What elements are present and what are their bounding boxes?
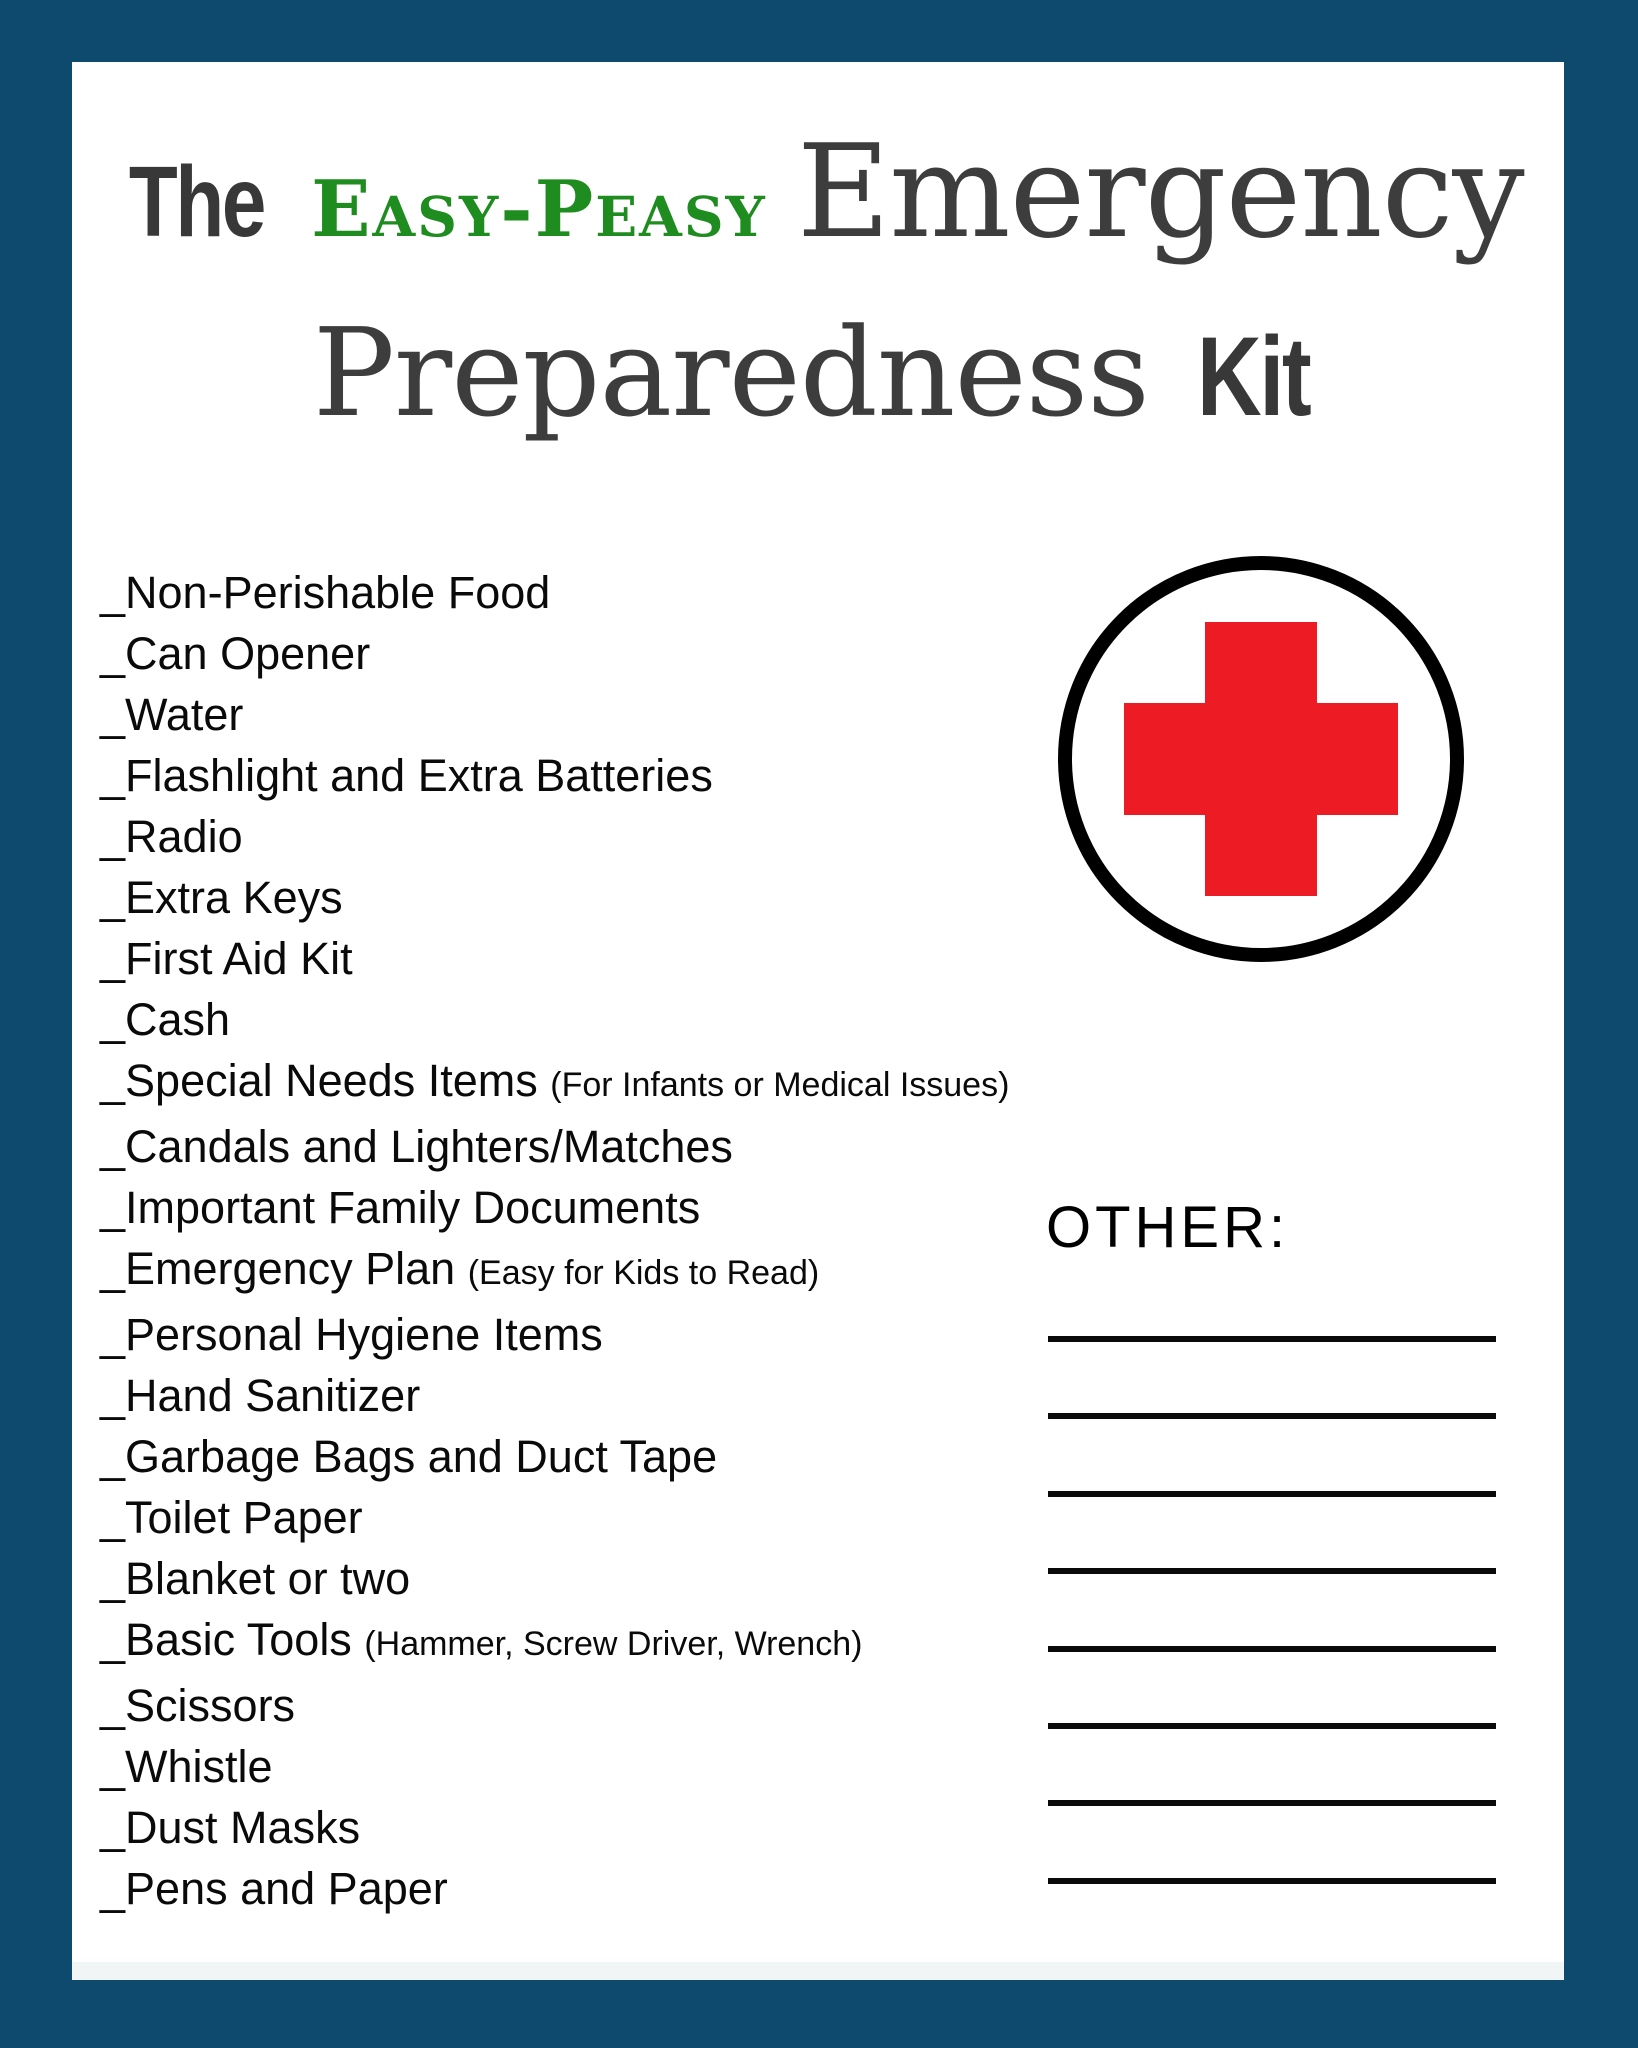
checkbox-blank-underscore: _ <box>100 1492 126 1543</box>
checklist-item <box>100 1609 1009 1675</box>
checklist-item-label: Whistle <box>125 1741 273 1792</box>
checkbox-blank-underscore: _ <box>100 872 126 923</box>
title-word-kit: Kit <box>1196 314 1310 439</box>
checkbox-blank-underscore: _ <box>100 1680 126 1731</box>
checklist-item <box>100 867 1009 928</box>
checklist-item <box>100 684 1009 745</box>
other-section-label: OTHER: <box>1046 1195 1290 1260</box>
checklist-item <box>100 989 1009 1050</box>
checkbox-blank-underscore: _ <box>100 1741 126 1792</box>
checkbox-blank-underscore: _ <box>100 1182 126 1233</box>
checklist-item <box>100 1426 1009 1487</box>
checkbox-blank-underscore: _ <box>100 994 126 1045</box>
checklist-item-label: Candals and Lighters/Matches <box>125 1121 733 1172</box>
supply-checklist <box>100 562 1009 1919</box>
title-word-preparedness: Preparedness <box>312 302 1149 444</box>
write-in-line <box>1048 1491 1496 1497</box>
write-in-line <box>1048 1568 1496 1574</box>
checklist-item <box>100 1116 1009 1177</box>
checklist-item-label: Toilet Paper <box>125 1492 363 1543</box>
checklist-item <box>100 1797 1009 1858</box>
checkbox-blank-underscore: _ <box>100 1614 126 1665</box>
checklist-item-label: Garbage Bags and Duct Tape <box>125 1431 718 1482</box>
checklist-item <box>100 806 1009 867</box>
title-word-emergency: Emergency <box>796 118 1524 267</box>
title-word-easy-peasy: Easy-Peasy <box>311 164 767 255</box>
checklist-item-label: Important Family Documents <box>125 1182 701 1233</box>
title-line-2 <box>72 302 1564 444</box>
checklist-item-label: Non-Perishable Food <box>125 567 551 618</box>
checklist-item <box>100 623 1009 684</box>
checklist-item <box>100 928 1009 989</box>
checklist-item <box>100 1675 1009 1736</box>
checklist-item <box>100 1365 1009 1426</box>
checklist-item <box>100 1238 1009 1304</box>
write-in-line <box>1048 1723 1496 1729</box>
checklist-item-note: (Easy for Kids to Read) <box>467 1254 820 1292</box>
checklist-item <box>100 1548 1009 1609</box>
write-in-line <box>1048 1336 1496 1342</box>
checklist-item-label: Can Opener <box>125 628 371 679</box>
checkbox-blank-underscore: _ <box>100 1431 126 1482</box>
red-cross-icon <box>1058 556 1464 962</box>
write-in-line <box>1048 1800 1496 1806</box>
checkbox-blank-underscore: _ <box>100 567 126 618</box>
checkbox-blank-underscore: _ <box>100 1553 126 1604</box>
checkbox-blank-underscore: _ <box>100 750 126 801</box>
printable-page <box>72 62 1564 1980</box>
checkbox-blank-underscore: _ <box>100 1309 126 1360</box>
red-cross-horizontal-bar <box>1124 703 1398 815</box>
checklist-item <box>100 745 1009 806</box>
checklist-item <box>100 1487 1009 1548</box>
checkbox-blank-underscore: _ <box>100 628 126 679</box>
checklist-item-label: Emergency Plan <box>125 1243 456 1294</box>
checklist-item <box>100 562 1009 623</box>
checklist-item-label: Cash <box>125 994 231 1045</box>
checklist-item-label: Water <box>125 689 244 740</box>
write-in-line <box>1048 1413 1496 1419</box>
write-in-line <box>1048 1878 1496 1884</box>
checklist-item-label: Hand Sanitizer <box>125 1370 421 1421</box>
checkbox-blank-underscore: _ <box>100 1243 126 1294</box>
checklist-item-label: Special Needs Items <box>125 1055 538 1106</box>
checklist-item-label: Radio <box>125 811 243 862</box>
checklist-item-label: First Aid Kit <box>125 933 353 984</box>
checklist-item-note: (Hammer, Screw Driver, Wrench) <box>364 1625 863 1663</box>
checklist-item-note: (For Infants or Medical Issues) <box>550 1066 1010 1104</box>
checklist-item-label: Blanket or two <box>125 1553 411 1604</box>
checkbox-blank-underscore: _ <box>100 1802 126 1853</box>
checklist-item-label: Personal Hygiene Items <box>125 1309 603 1360</box>
write-in-line <box>1048 1646 1496 1652</box>
checklist-item-label: Dust Masks <box>125 1802 361 1853</box>
checkbox-blank-underscore: _ <box>100 933 126 984</box>
title-line-1 <box>72 118 1564 267</box>
checklist-item-label: Scissors <box>125 1680 296 1731</box>
checklist-item <box>100 1736 1009 1797</box>
page-bottom-shadow <box>72 1962 1564 1980</box>
checklist-item-label: Basic Tools <box>125 1614 352 1665</box>
checklist-item-label: Extra Keys <box>125 872 343 923</box>
checklist-item-label: Flashlight and Extra Batteries <box>125 750 713 801</box>
checkbox-blank-underscore: _ <box>100 689 126 740</box>
checkbox-blank-underscore: _ <box>100 1370 126 1421</box>
checkbox-blank-underscore: _ <box>100 1863 126 1914</box>
checkbox-blank-underscore: _ <box>100 1121 126 1172</box>
checklist-item <box>100 1050 1009 1116</box>
checklist-item <box>100 1304 1009 1365</box>
checkbox-blank-underscore: _ <box>100 811 126 862</box>
checkbox-blank-underscore: _ <box>100 1055 126 1106</box>
checklist-item <box>100 1858 1009 1919</box>
checklist-item-label: Pens and Paper <box>125 1863 448 1914</box>
checklist-item <box>100 1177 1009 1238</box>
title-word-the: The <box>129 146 265 258</box>
